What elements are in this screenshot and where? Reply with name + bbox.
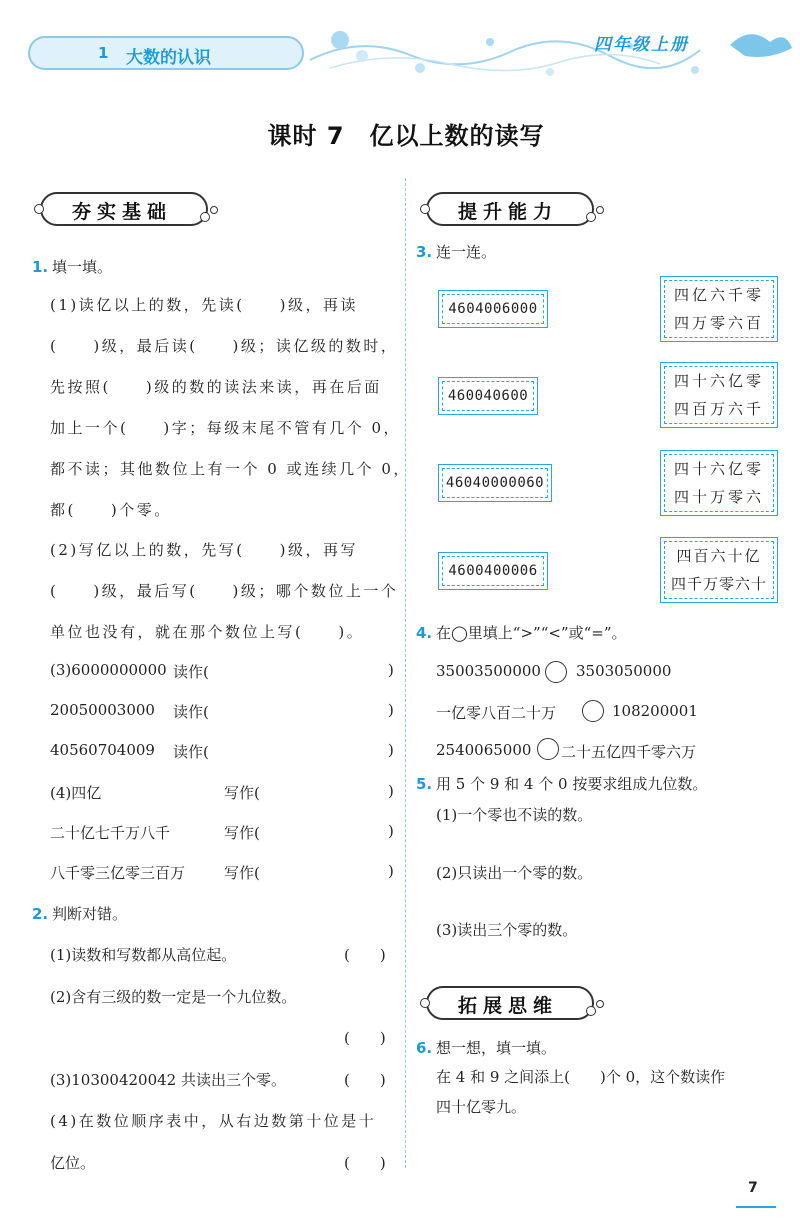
q1-p3-end: ) <box>388 661 394 679</box>
q1-p1-line: ( )级，最后读( )级；读亿级的数时， <box>50 337 399 355</box>
section-expand-label: 拓展思维 <box>458 995 559 1017</box>
q4-compare-circle[interactable] <box>582 700 604 722</box>
section-improve-label: 提升能力 <box>458 201 559 223</box>
bubble-decoration <box>420 204 430 214</box>
q3-word-line: 四百万六千 <box>673 400 764 418</box>
q2-answer-paren: ( ) <box>344 946 386 964</box>
q1-p3-number: 40560704009 <box>50 741 155 759</box>
q3-word-line: 四百六十亿 <box>676 547 762 565</box>
q1-p3-number: 20050003000 <box>50 701 155 719</box>
q3-number-box[interactable] <box>438 464 552 502</box>
q3-number-text: 4604006000 <box>448 301 538 317</box>
q3-title: 连一连。 <box>436 243 497 261</box>
q2-title: 判断对错。 <box>52 905 128 923</box>
q5-title: 用 5 个 9 和 4 个 0 按要求组成九位数。 <box>436 775 708 793</box>
q5-item: (3)读出三个零的数。 <box>436 921 578 939</box>
header-wave-decoration <box>300 20 800 90</box>
q1-p3-end: ) <box>388 701 394 719</box>
q1-p1-line: 加上一个( )字；每级末尾不管有几个 0， <box>50 419 402 437</box>
bubble-decoration <box>586 212 596 222</box>
q6-line: 四十亿零九。 <box>436 1098 527 1116</box>
q2-item: 亿位。 <box>50 1154 96 1172</box>
q3-word-box[interactable] <box>660 276 778 342</box>
q1-p1-line: 都不读；其他数位上有一个 0 或连续几个 0， <box>50 460 411 478</box>
q1-p1-line: 都( )个零。 <box>50 501 172 519</box>
q4-right: 3503050000 <box>576 662 672 680</box>
q3-word-line: 四千万零六十 <box>670 575 767 593</box>
chapter-title: 大数的认识 <box>126 48 211 68</box>
q3-number-box[interactable] <box>438 290 548 328</box>
q2-answer-paren: ( ) <box>344 1071 386 1089</box>
q3-word-box[interactable] <box>660 450 778 516</box>
q1-p4-number: 二十亿七千万八千 <box>50 824 171 842</box>
q6-title: 想一想，填一填。 <box>436 1039 557 1057</box>
bubble-decoration <box>200 212 210 222</box>
q1-p4-number: (4)四亿 <box>50 784 102 802</box>
q1-p4-number: 八千零三亿零三百万 <box>50 864 186 882</box>
q4-number: 4. <box>416 624 433 642</box>
q2-answer-paren: ( ) <box>344 1154 386 1172</box>
bubble-decoration <box>586 1006 596 1016</box>
bubble-decoration <box>596 206 604 214</box>
q3-number-text: 460040600 <box>447 388 529 404</box>
q2-item: (4)在数位顺序表中，从右边数第十位是十 <box>50 1112 377 1130</box>
bubble-decoration <box>596 1000 604 1008</box>
q3-number-box[interactable] <box>438 552 548 590</box>
q1-title: 填一填。 <box>52 258 113 276</box>
q3-word-line: 四十万零六 <box>673 488 764 506</box>
q4-compare-circle[interactable] <box>545 661 567 683</box>
page-number: 7 <box>748 1180 758 1196</box>
q1-p1-line: (1)读亿以上的数，先读( )级，再读 <box>50 296 358 314</box>
q1-p3-label: 读作( <box>173 663 209 681</box>
q3-number: 3. <box>416 243 433 261</box>
q1-p4-label: 写作( <box>224 864 260 882</box>
q4-compare-circle[interactable] <box>537 738 559 760</box>
q2-answer-paren: ( ) <box>344 1029 386 1047</box>
q4-right: 二十五亿四千零六万 <box>561 743 697 761</box>
q1-number: 1. <box>32 258 49 276</box>
q4-left: 35003500000 <box>436 662 541 680</box>
q3-word-line: 四十六亿零 <box>673 372 764 390</box>
q3-word-box[interactable] <box>660 362 778 428</box>
q3-number-box[interactable] <box>438 377 538 415</box>
section-basic-label: 夯实基础 <box>72 201 173 223</box>
q5-item: (2)只读出一个零的数。 <box>436 864 593 882</box>
q1-p4-end: ) <box>388 782 394 800</box>
bubble-decoration <box>420 998 430 1008</box>
q5-number: 5. <box>416 775 433 793</box>
q3-word-line: 四十六亿零 <box>673 460 764 478</box>
q1-p2-line: 单位也没有，就在那个数位上写( )。 <box>50 623 365 641</box>
q2-item: (1)读数和写数都从高位起。 <box>50 946 237 964</box>
q1-p4-label: 写作( <box>224 824 260 842</box>
q1-p3-label: 读作( <box>173 703 209 721</box>
q1-p2-line: (2)写亿以上的数，先写( )级，再写 <box>50 541 358 559</box>
q6-number: 6. <box>416 1039 433 1057</box>
q2-number: 2. <box>32 905 49 923</box>
q3-number-text: 46040000060 <box>445 475 545 491</box>
bubble-decoration <box>34 204 44 214</box>
q3-word-line: 四万零六百 <box>673 314 764 332</box>
q1-p3-end: ) <box>388 741 394 759</box>
q4-left: 一亿零八百二十万 <box>436 704 557 722</box>
q4-title: 在◯里填上“>”“<”或“=”。 <box>436 624 627 642</box>
chapter-number: 1 <box>98 44 109 62</box>
q3-word-box[interactable] <box>660 537 778 603</box>
q1-p4-end: ) <box>388 822 394 840</box>
q2-item: (2)含有三级的数一定是一个九位数。 <box>50 988 297 1006</box>
q5-item: (1)一个零也不读的数。 <box>436 806 593 824</box>
bubble-decoration <box>210 206 218 214</box>
q1-p3-number: (3)6000000000 <box>50 661 167 679</box>
q3-number-text: 4600400006 <box>448 563 538 579</box>
q1-p4-label: 写作( <box>224 784 260 802</box>
lesson-title: 课时 7 亿以上数的读写 <box>267 122 545 150</box>
q1-p4-end: ) <box>388 862 394 880</box>
q1-p1-line: 先按照( )级的数的读法来读，再在后面 <box>50 378 382 396</box>
q4-right: 108200001 <box>612 702 698 720</box>
q4-left: 2540065000 <box>436 741 532 759</box>
column-divider <box>405 178 406 1168</box>
q3-word-line: 四亿六千零 <box>673 286 764 304</box>
q1-p3-label: 读作( <box>173 743 209 761</box>
q1-p2-line: ( )级，最后写( )级；哪个数位上一个 <box>50 582 399 600</box>
q2-item: (3)10300420042 共读出三个零。 <box>50 1071 286 1089</box>
grade-label: 四年级上册 <box>594 35 689 55</box>
q6-line: 在 4 和 9 之间添上( )个 0，这个数读作 <box>436 1068 726 1086</box>
